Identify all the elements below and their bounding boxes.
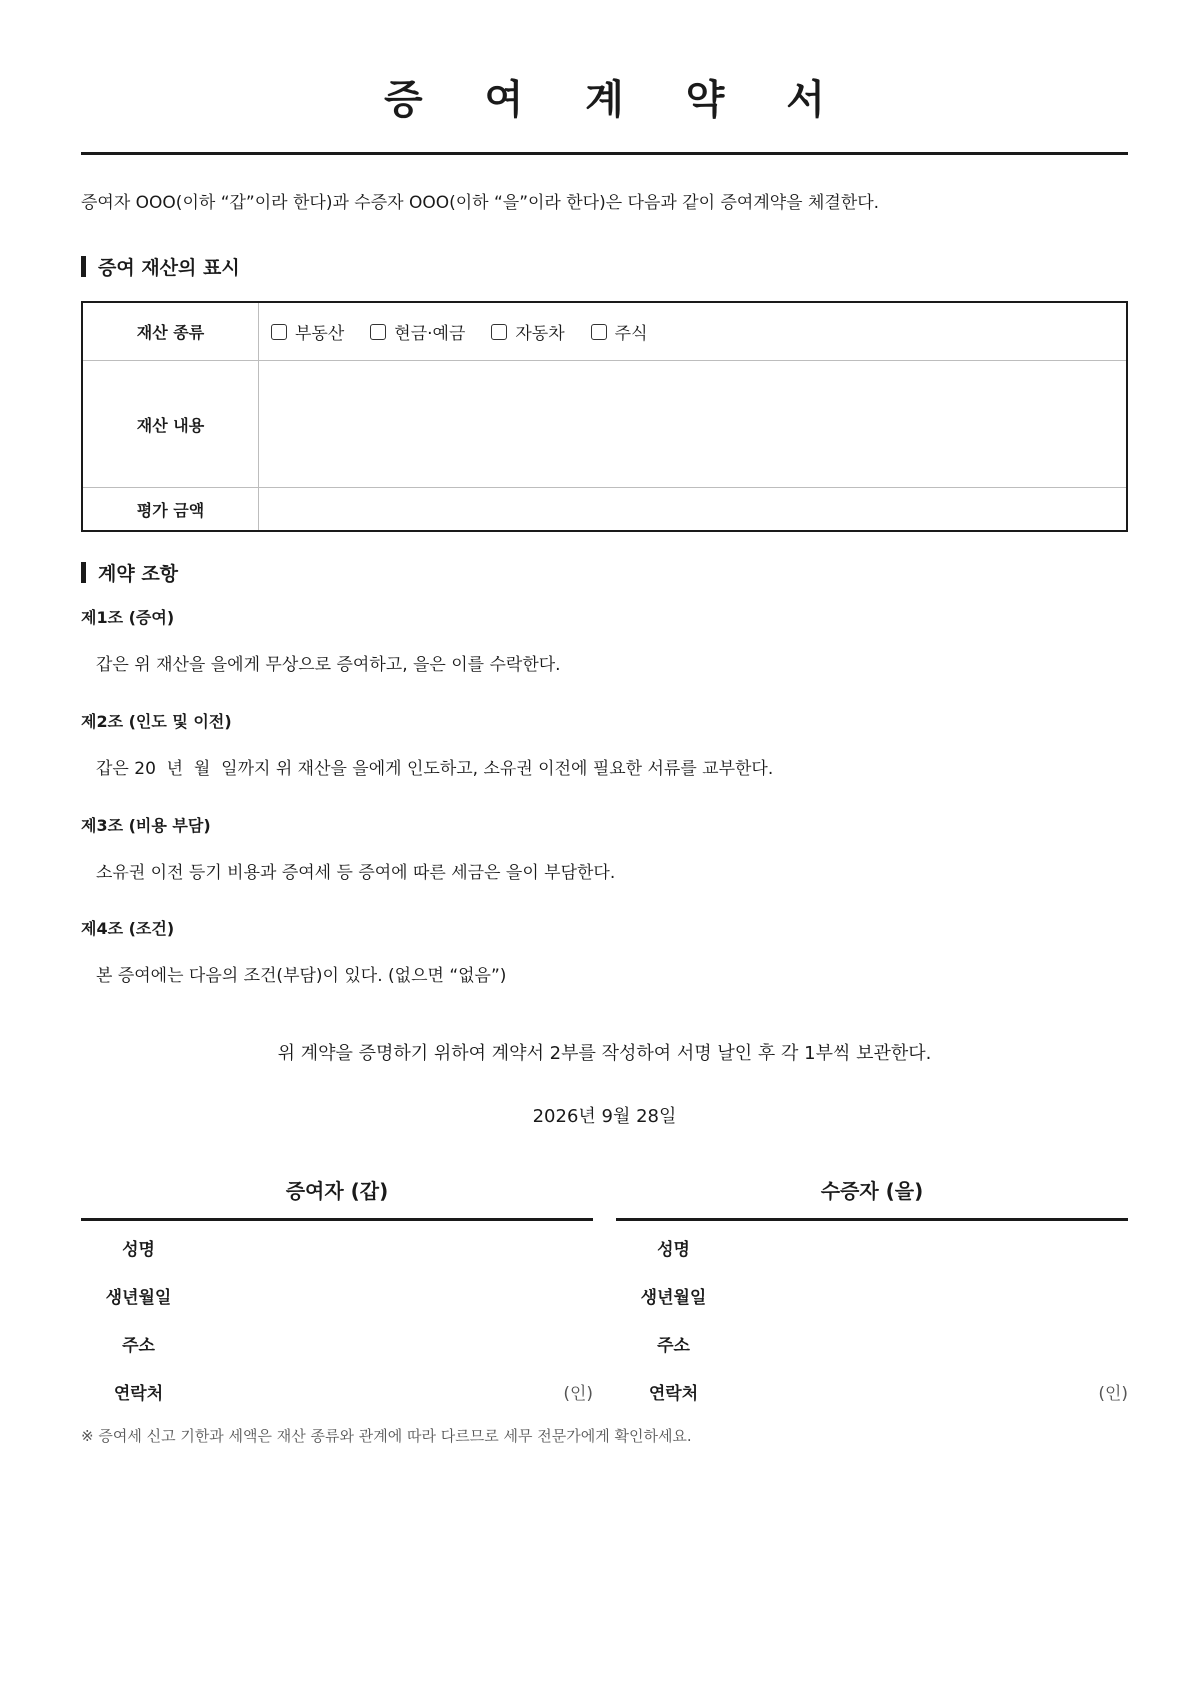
checkbox-label: 주식 [614,324,648,344]
article-1-title: 제1조 (증여) [81,608,175,627]
checkbox-box[interactable] [491,324,507,340]
article-2-body: 갑은 20 년 월 일까지 위 재산을 을에게 인도하고, 소유권 이전에 필요한 서류를 교부한다. [96,759,774,779]
property-type-label: 재산 종류 [82,302,259,361]
property-heading-text: 증여 재산의 표시 [98,257,240,279]
property-content-label: 재산 내용 [82,361,259,488]
checkbox-label: 자동차 [515,324,565,344]
checkbox-real-estate[interactable] [271,319,344,344]
intro-text: 증여자 OOO(이하 “갑”이라 한다)과 수증자 OOO(이하 “을”이라 한다)은 다음과 같이 증여계약을 체결한다. [81,193,880,213]
closing-statement: 위 계약을 증명하기 위하여 계약서 2부를 작성하여 서명 날인 후 각 1부씩 보관한다. [277,1043,932,1064]
property-type-row [82,302,1127,361]
donor-name-row[interactable] [81,1226,593,1274]
article-4-body: 본 증여에는 다음의 조건(부담)이 있다. (없으면 “없음”) [96,966,507,986]
article-4-title: 제4조 (조건) [81,919,175,938]
checkbox-vehicle[interactable] [491,319,564,344]
donor-birthdate-row[interactable] [81,1274,593,1322]
footnote: ※ 증여세 신고 기한과 세액은 재산 종류와 관계에 따라 다르므로 세무 전문가에게 확인하세요. [81,1427,692,1445]
title-divider [81,152,1128,155]
checkbox-stock[interactable] [591,319,648,344]
donee-block [616,1176,1128,1418]
article-1-body: 갑은 위 재산을 을에게 무상으로 증여하고, 을은 이를 수락한다. [96,655,561,675]
property-content-field[interactable] [259,361,1128,488]
checkbox-box[interactable] [271,324,287,340]
donor-block [81,1176,593,1418]
property-content-row [82,361,1127,488]
checkbox-box[interactable] [591,324,607,340]
donor-birthdate-label: 생년월일 [105,1288,172,1308]
donee-seal: (인) [1098,1384,1128,1404]
donee-contact-label: 연락처 [648,1384,699,1404]
donor-address-row[interactable] [81,1322,593,1370]
donee-birthdate-row[interactable] [616,1274,1128,1322]
donor-seal: (인) [563,1384,593,1404]
property-section-heading [81,255,240,281]
article-3-body: 소유권 이전 등기 비용과 증여세 등 증여에 따른 세금은 을이 부담한다. [96,863,616,883]
property-value-row [82,488,1127,532]
donor-address-label: 주소 [122,1336,155,1356]
section-marker [81,562,86,583]
checkbox-box[interactable] [370,324,386,340]
property-value-label: 평가 금액 [82,488,259,532]
donor-contact-row[interactable] [81,1370,593,1418]
donee-heading: 수증자 (을) [820,1179,924,1203]
checkbox-label: 현금·예금 [394,324,466,344]
donee-address-row[interactable] [616,1322,1128,1370]
donee-birthdate-label: 생년월일 [640,1288,707,1308]
donor-heading: 증여자 (갑) [285,1179,389,1203]
article-3-title: 제3조 (비용 부담) [81,816,211,835]
checkbox-cash-deposit[interactable] [370,319,465,344]
donee-name-row[interactable] [616,1226,1128,1274]
property-type-cell [259,302,1128,361]
property-type-options [259,319,1126,344]
property-table [81,301,1128,532]
checkbox-label: 부동산 [295,324,345,344]
terms-section-heading [81,561,178,587]
document-title: 증 여 계 약 서 [384,77,849,123]
section-marker [81,256,86,277]
donor-name-label: 성명 [122,1240,155,1260]
donor-contact-label: 연락처 [113,1384,164,1404]
donee-address-label: 주소 [657,1336,690,1356]
article-2-title: 제2조 (인도 및 이전) [81,712,232,731]
property-value-field[interactable] [259,488,1128,532]
donee-contact-row[interactable] [616,1370,1128,1418]
terms-heading-text: 계약 조항 [98,563,179,585]
donee-name-label: 성명 [657,1240,690,1260]
contract-date: 2026년 9월 28일 [532,1106,677,1127]
